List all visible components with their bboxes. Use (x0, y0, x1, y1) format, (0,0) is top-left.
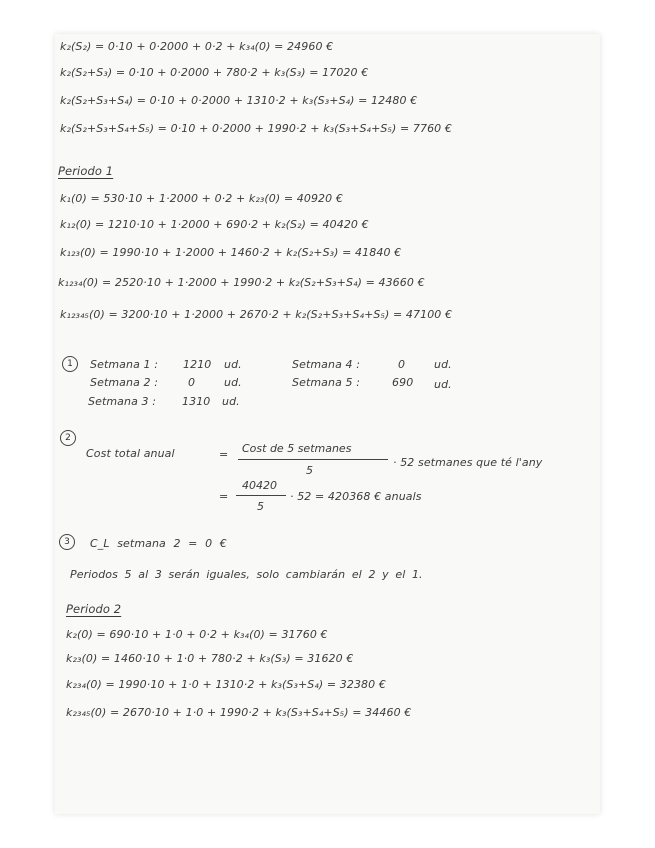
week-value: 1210 (183, 358, 212, 371)
week-label: Setmana 5 : (292, 376, 361, 389)
equation-line: k₁₂(0) = 1210·10 + 1·2000 + 690·2 + k₂(S₂) = 40420 € (60, 218, 369, 231)
answer-number-circle: 3 (59, 534, 75, 550)
fraction-numerator: Cost de 5 setmanes (242, 442, 352, 455)
cost-label: Cost total anual (86, 447, 175, 460)
equation-line: k₁₂₃(0) = 1990·10 + 1·2000 + 1460·2 + k₂(S₂+S₃) = 41840 € (60, 246, 402, 259)
week-value: 0 (188, 376, 196, 389)
equation-line: k₁₂₃₄(0) = 2520·10 + 1·2000 + 1990·2 + k₂(S₂+S₃+S₄) = 43660 € (58, 276, 425, 289)
week-unit: ud. (224, 376, 242, 389)
answer-line: C_L setmana 2 = 0 € (90, 537, 227, 550)
week-label: Setmana 2 : (90, 376, 159, 389)
equation-line: k₁₂₃₄₅(0) = 3200·10 + 1·2000 + 2670·2 + k₂(S₂+S₃+S₄+S₅) = 47100 € (60, 308, 453, 321)
equation-line: k₂(S₂+S₃+S₄+S₅) = 0·10 + 0·2000 + 1990·2 + k₃(S₃+S₄+S₅) = 7760 € (60, 122, 452, 135)
equals-sign: = (219, 448, 229, 461)
answer-number-circle: 2 (60, 430, 76, 446)
week-value: 0 (398, 358, 406, 371)
fraction-bar (236, 495, 286, 496)
equation-line: k₂(S₂+S₃+S₄) = 0·10 + 0·2000 + 1310·2 + k₃(S₃+S₄) = 12480 € (60, 94, 418, 107)
fraction-denominator: 5 (306, 464, 313, 477)
formula-tail: · 52 setmanes que té l'any (393, 456, 543, 469)
week-unit: ud. (434, 378, 452, 391)
answer-line: Periodos 5 al 3 serán iguales, solo cambiarán el 2 y el 1. (70, 568, 423, 581)
equation-line: k₁(0) = 530·10 + 1·2000 + 0·2 + k₂₃(0) = 40920 € (60, 192, 343, 205)
week-unit: ud. (222, 395, 240, 408)
equation-line: k₂(S₂) = 0·10 + 0·2000 + 0·2 + k₃₄(0) = 24960 € (60, 40, 334, 53)
week-unit: ud. (224, 358, 242, 371)
equation-line: k₂₃₄₅(0) = 2670·10 + 1·0 + 1990·2 + k₃(S₃+S₄+S₅) = 34460 € (66, 706, 412, 719)
section-heading: Periodo 2 (66, 602, 122, 616)
week-label: Setmana 1 : (90, 358, 159, 371)
week-value: 1310 (182, 395, 211, 408)
equation-line: k₂(S₂+S₃) = 0·10 + 0·2000 + 780·2 + k₃(S₃) = 17020 € (60, 66, 369, 79)
equation-line: k₂₃₄(0) = 1990·10 + 1·0 + 1310·2 + k₃(S₃+S₄) = 32380 € (66, 678, 386, 691)
week-label: Setmana 3 : (88, 395, 157, 408)
fraction-bar (238, 459, 388, 460)
week-label: Setmana 4 : (292, 358, 361, 371)
paper-sheet (55, 34, 600, 814)
fraction-numerator: 40420 (242, 479, 277, 492)
week-value: 690 (392, 376, 414, 389)
fraction-denominator: 5 (257, 500, 264, 513)
equation-line: k₂₃(0) = 1460·10 + 1·0 + 780·2 + k₃(S₃) = 31620 € (66, 652, 354, 665)
week-unit: ud. (434, 358, 452, 371)
equals-sign: = (219, 490, 229, 503)
formula-result: · 52 = 420368 € anuals (290, 490, 422, 503)
answer-number-circle: 1 (62, 356, 78, 372)
section-heading: Periodo 1 (58, 164, 114, 178)
equation-line: k₂(0) = 690·10 + 1·0 + 0·2 + k₃₄(0) = 31760 € (66, 628, 328, 641)
